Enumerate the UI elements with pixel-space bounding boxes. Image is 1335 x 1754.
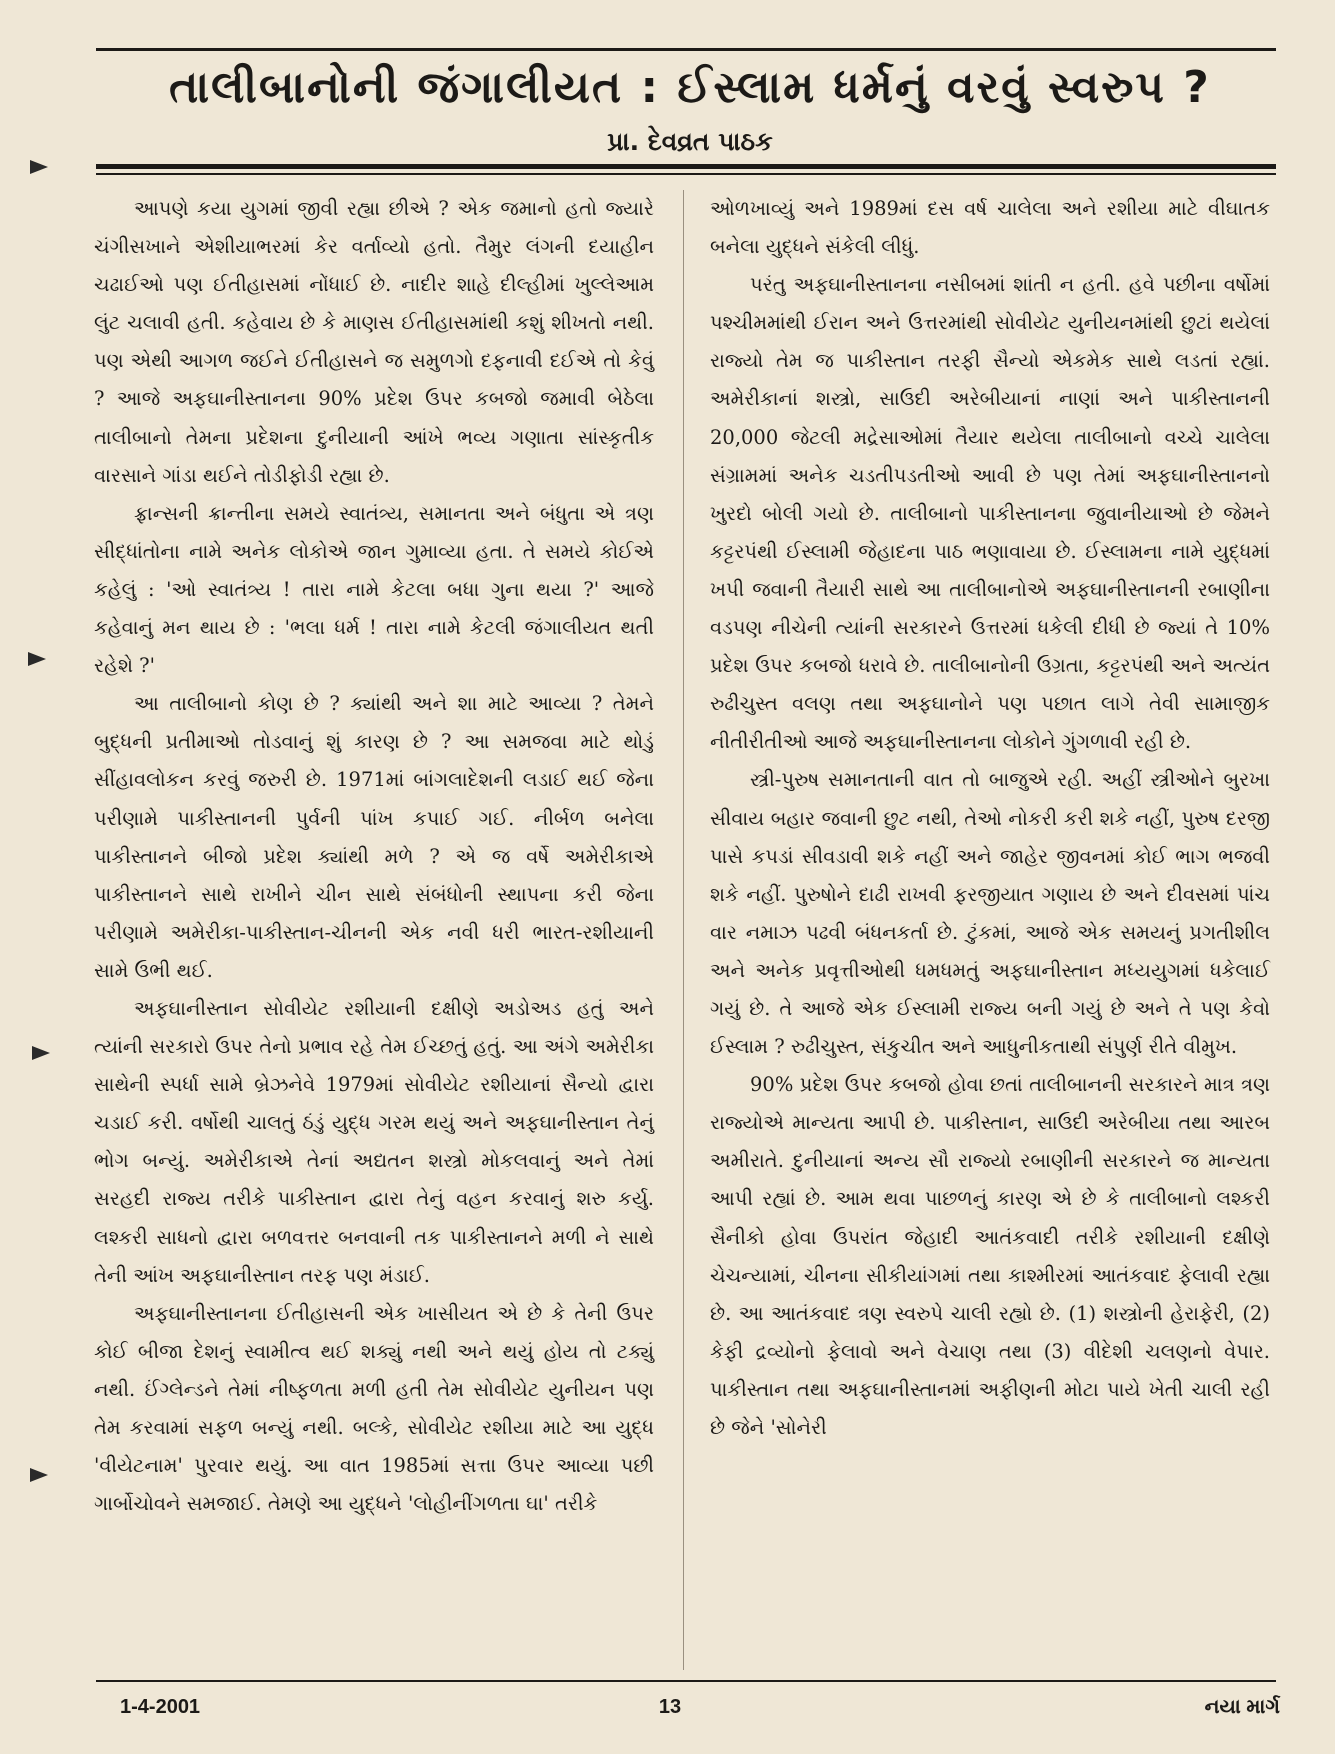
top-rule bbox=[96, 48, 1276, 51]
binding-hole-mark-icon bbox=[30, 160, 48, 174]
paragraph: પરંતુ અફઘાનીસ્તાનના નસીબમાં શાંતી ન હતી. હવે પછીના વર્ષોમાં પશ્ચીમમાંથી ઈરાન અને ઉત્તરમાંથી સોવીયેટ યુનીયનમાંથી છુટાં થયેલાં રાજ્યો તેમ જ પાકીસ્તાન તરફી સૈન્યો એકમેક સાથે લડતાં રહ્યાં. અમેરીકાનાં શસ્ત્રો, સાઉદી અરેબીયાનાં નાણાં અને પાકીસ્તાનની 20,000 જેટલી મદ્રેસાઓમાં તૈયાર થયેલા તાલીબાનો વચ્ચે ચાલેલા સંગ્રામમાં અનેક ચડતીપડતીઓ આવી છે પણ તેમાં અફઘાનીસ્તાનનો ખુરદો બોલી ગયો છે. તાલીબાનો પાકીસ્તાનના જુવાનીયાઓ છે જેમને કટ્ટરપંથી ઈસ્લામી જેહાદના પાઠ ભણાવાયા છે. ઈસ્લામના નામે યુદ્ધમાં ખપી જવાની તૈયારી સાથે આ તાલીબાનોએ અફઘાનીસ્તાનની રબાણીના વડપણ નીચેની ત્યાંની સરકારને ઉત્તરમાં ધકેલી દીધી છે જ્યાં તે 10% પ્રદેશ ઉપર કબજો ધરાવે છે. તાલીબાનોની ઉગ્રતા, કટ્ટરપંથી અને અત્યંત રુઢીચુસ્ત વલણ તથા અફઘાનોને પણ પછાત લાગે તેવી સામાજીક નીતીરીતીઓ આજે અફઘાનીસ્તાનના લોકોને ગુંગળાવી રહી છે. bbox=[710, 273, 1270, 754]
paragraph: આ તાલીબાનો કોણ છે ? ક્યાંથી અને શા માટે આવ્યા ? તેમને બુદ્ધની પ્રતીમાઓ તોડવાનું શું કારણ છે ? આ સમજવા માટે થોડું સીંહાવલોકન કરવું જરુરી છે. 1971માં બાંગલાદેશની લડાઈ થઈ જેના પરીણામે પાકીસ્તાનની પુર્વની પાંખ કપાઈ ગઈ. નીર્બળ બનેલા પાકીસ્તાનને બીજો પ્રદેશ ક્યાંથી મળે ? એ જ વર્ષે અમેરીકાએ પાકીસ્તાનને સાથે રાખીને ચીન સાથે સંબંધોની સ્થાપના કરી જેના પરીણામે અમેરીકા-પાકીસ્તાન-ચીનની એક નવી ધરી ભારત-રશીયાની સામે ઉભી થઈ. bbox=[94, 692, 654, 982]
column-divider bbox=[683, 190, 684, 1670]
article-title: તાલીબાનોની જંગાલીયત : ઈસ્લામ ધર્મનું વરવું સ્વરુપ ? bbox=[169, 62, 1211, 113]
paragraph: આપણે કયા યુગમાં જીવી રહ્યા છીએ ? એક જમાનો હતો જ્યારે ચંગીસખાને એશીયાભરમાં કેર વર્તાવ્યો હતો. તૈમુર લંગની દયાહીન ચઢાઈઓ પણ ઈતીહાસમાં નોંધાઈ છે. નાદીર શાહે દીલ્હીમાં ખુલ્લેઆમ લુંટ ચલાવી હતી. કહેવાય છે કે માણસ ઈતીહાસમાંથી કશું શીખતો નથી. પણ એથી આગળ જઈને ઈતીહાસને જ સમુળગો દફનાવી દઈએ તો કેવું ? આજે અફઘાનીસ્તાનના 90% પ્રદેશ ઉપર કબજો જમાવી બેઠેલા તાલીબાનો તેમના પ્રદેશના દુનીયાની આંખે ભવ્ય ગણાતા સાંસ્કૃતીક વારસાને ગાંડા થઈને તોડીફોડી રહ્યા છે. bbox=[94, 197, 654, 487]
article-author: પ્રા. દેવવ્રત પાઠક bbox=[607, 127, 773, 156]
magazine-name: નયા માર્ગ bbox=[1204, 1696, 1280, 1718]
footer-rule bbox=[96, 1680, 1276, 1682]
page-number: 13 bbox=[658, 1696, 682, 1718]
footer-date: 1-4-2001 bbox=[120, 1696, 201, 1718]
binding-hole-mark-icon bbox=[28, 652, 46, 666]
binding-hole-mark-icon bbox=[30, 1468, 48, 1482]
paragraph: 90% પ્રદેશ ઉપર કબજો હોવા છતાં તાલીબાનની સરકારને માત્ર ત્રણ રાજ્યોએ માન્યતા આપી છે. પાકીસ્તાન, સાઉદી અરેબીયા તથા આરબ અમીરાતે. દુનીયાનાં અન્ય સૌ રાજ્યો રબાણીની સરકારને જ માન્યતા આપી રહ્યાં છે. આમ થવા પાછળનું કારણ એ છે કે તાલીબાનો લશ્કરી સૈનીકો હોવા ઉપરાંત જેહાદી આતંકવાદી તરીકે રશીયાની દક્ષીણે ચેચન્યામાં, ચીનના સીકીયાંગમાં તથા કાશ્મીરમાં આતંકવાદ ફેલાવી રહ્યા છે. આ આતંકવાદ ત્રણ સ્વરુપે ચાલી રહ્યો છે. (1) શસ્ત્રોની હેરાફેરી, (2) કેફી દ્રવ્યોનો ફેલાવો અને વેચાણ તથા (3) વીદેશી ચલણનો વેપાર. પાકીસ્તાન તથા અફઘાનીસ્તાનમાં અફીણની મોટા પાયે ખેતી ચાલી રહી છે જેને 'સોનેરી bbox=[710, 1073, 1270, 1439]
right-column bbox=[710, 190, 1270, 1447]
header-rule-thick bbox=[96, 164, 1276, 169]
paragraph: ઓળખાવ્યું અને 1989માં દસ વર્ષ ચાલેલા અને રશીયા માટે વીઘાતક બનેલા યુદ્ધને સંકેલી લીધું. bbox=[710, 197, 1270, 259]
header-rule-thin bbox=[96, 173, 1276, 175]
paragraph: સ્ત્રી-પુરુષ સમાનતાની વાત તો બાજુએ રહી. અહીં સ્ત્રીઓને બુરખા સીવાય બહાર જવાની છુટ નથી, તેઓ નોકરી કરી શકે નહીં, પુરુષ દરજી પાસે કપડાં સીવડાવી શકે નહીં અને જાહેર જીવનમાં કોઈ ભાગ ભજવી શકે નહીં. પુરુષોને દાઢી રાખવી ફરજીયાત ગણાય છે અને દીવસમાં પાંચ વાર નમાઝ પઢવી બંધનકર્તા છે. ટુંકમાં, આજે એક સમયનું પ્રગતીશીલ અને અનેક પ્રવૃત્તીઓથી ધમધમતું અફઘાનીસ્તાન મધ્યયુગમાં ધકેલાઈ ગયું છે. તે આજે એક ઈસ્લામી રાજ્ય બની ગયું છે અને તે પણ કેવો ઈસ્લામ ? રુઢીચુસ્ત, સંકુચીત અને આધુનીકતાથી સંપુર્ણ રીતે વીમુખ. bbox=[710, 768, 1270, 1059]
paragraph: ફ્રાન્સની ક્રાન્તીના સમયે સ્વાતંત્ર્ય, સમાનતા અને બંધુતા એ ત્રણ સીદ્ધાંતોના નામે અનેક લોકોએ જાન ગુમાવ્યા હતા. તે સમયે કોઈએ કહેલું : 'ઓ સ્વાતંત્ર્ય ! તારા નામે કેટલા બધા ગુના થયા ?' આજે કહેવાનું મન થાય છે : 'ભલા ધર્મ ! તારા નામે કેટલી જંગાલીયત થતી રહેશે ?' bbox=[94, 501, 654, 678]
binding-hole-mark-icon bbox=[32, 1046, 50, 1060]
left-column bbox=[94, 190, 654, 1523]
paragraph: અફઘાનીસ્તાન સોવીયેટ રશીયાની દક્ષીણે અડોઅડ હતું અને ત્યાંની સરકારો ઉપર તેનો પ્રભાવ રહે તેમ ઈચ્છતું હતું. આ અંગે અમેરીકા સાથેની સ્પર્ધા સામે બ્રેઝનેવે 1979માં સોવીયેટ રશીયાનાં સૈન્યો દ્વારા ચડાઈ કરી. વર્ષોથી ચાલતું ઠંડું યુદ્ધ ગરમ થયું અને અફઘાનીસ્તાન તેનું ભોગ બન્યું. અમેરીકાએ તેનાં અદ્યતન શસ્ત્રો મોકલવાનું અને તેમાં સરહદી રાજ્ય તરીકે પાકીસ્તાન દ્વારા તેનું વહન કરવાનું શરુ કર્યુ. લશ્કરી સાધનો દ્વારા બળવત્તર બનવાની તક પાકીસ્તાનને મળી ને સાથે તેની આંખ અફઘાનીસ્તાન તરફ પણ મંડાઈ. bbox=[94, 996, 654, 1287]
paragraph: અફઘાનીસ્તાનના ઈતીહાસની એક ખાસીયત એ છે કે તેની ઉપર કોઈ બીજા દેશનું સ્વામીત્વ થઈ શક્યું નથી અને થયું હોય તો ટક્યું નથી. ઈંગ્લેન્ડને તેમાં નીષ્ફળતા મળી હતી તેમ સોવીયેટ યુનીયન પણ તેમ કરવામાં સફળ બન્યું નથી. બલ્કે, સોવીયેટ રશીયા માટે આ યુદ્ધ 'વીયેટનામ' પુરવાર થયું. આ વાત 1985માં સત્તા ઉપર આવ્યા પછી ગાર્બોચોવને સમજાઈ. તેમણે આ યુદ્ધને 'લોહીનીંગળતા ઘા' તરીકે bbox=[94, 1301, 654, 1516]
